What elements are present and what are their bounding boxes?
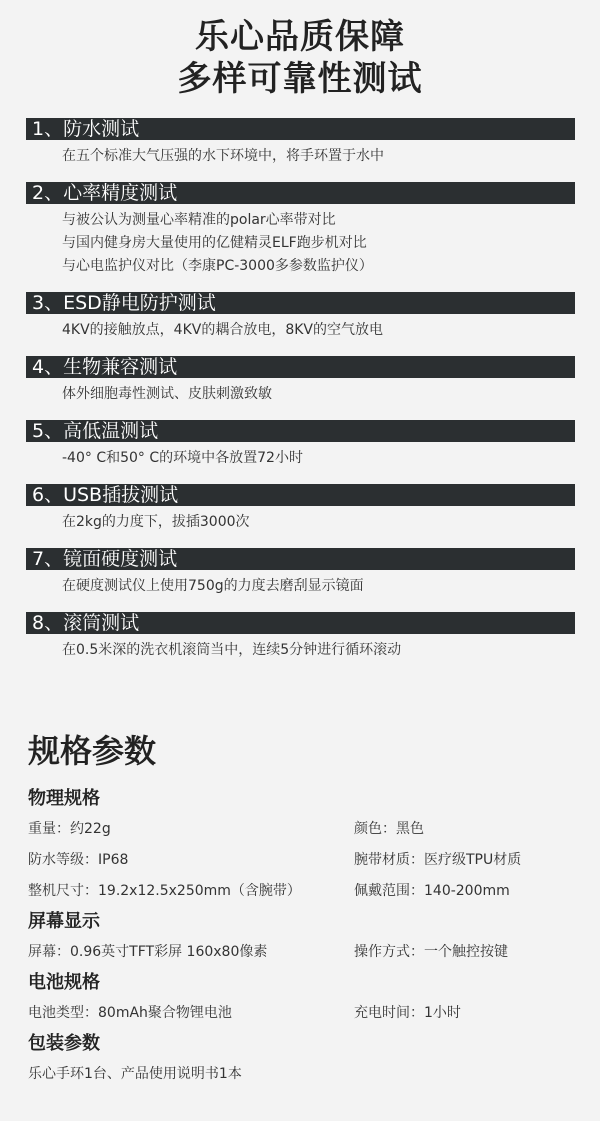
test-item-waterproof [26, 118, 575, 182]
spec-weight: 重量：约22g [28, 821, 111, 837]
test-description: 4KV的接触放点，4KV的耦合放电，8KV的空气放电 [62, 322, 383, 338]
test-item-usb [26, 484, 575, 548]
page-title [0, 16, 600, 100]
spec-battery-type: 电池类型：80mAh聚合物锂电池 [28, 1005, 232, 1021]
spec-row [28, 937, 578, 968]
spec-group-title: 包装参数 [28, 1033, 100, 1054]
test-description: 体外细胞毒性测试、皮肤刺激致敏 [62, 386, 272, 402]
spec-group-title: 物理规格 [28, 788, 100, 809]
test-title: 6、USB插拔测试 [26, 484, 575, 506]
test-item-heart-rate [26, 182, 575, 292]
spec-color: 颜色：黑色 [354, 821, 424, 837]
spec-screen: 屏幕：0.96英寸TFT彩屏 160x80像素 [28, 944, 268, 960]
test-item-biocompat [26, 356, 575, 420]
test-item-mirror [26, 548, 575, 612]
title-line-2: 多样可靠性测试 [177, 59, 423, 99]
test-description: 在2kg的力度下，拔插3000次 [62, 514, 250, 530]
test-title: 2、心率精度测试 [26, 182, 575, 204]
test-title: 5、高低温测试 [26, 420, 575, 442]
spec-strap-material: 腕带材质：医疗级TPU材质 [354, 852, 522, 868]
test-description: 与国内健身房大量使用的亿健精灵ELF跑步机对比 [62, 235, 367, 251]
spec-row [28, 1059, 578, 1090]
spec-group-title: 电池规格 [28, 972, 100, 993]
test-description: 在五个标准大气压强的水下环境中，将手环置于水中 [62, 148, 384, 164]
test-title: 8、滚筒测试 [26, 612, 575, 634]
spec-waterproof-rating: 防水等级：IP68 [28, 852, 129, 868]
spec-charge-time: 充电时间：1小时 [354, 1005, 461, 1021]
spec-row [28, 845, 578, 876]
title-line-1: 乐心品质保障 [195, 17, 405, 57]
spec-operation: 操作方式：一个触控按键 [354, 944, 508, 960]
test-description: -40° C和50° C的环境中各放置72小时 [62, 450, 303, 466]
specs-section [28, 784, 578, 1090]
test-description: 在硬度测试仪上使用750g的力度去磨刮显示镜面 [62, 578, 364, 594]
spec-row [28, 876, 578, 907]
test-title: 4、生物兼容测试 [26, 356, 575, 378]
test-title: 1、防水测试 [26, 118, 575, 140]
test-item-tumble [26, 612, 575, 676]
test-description: 与被公认为测量心率精准的polar心率带对比 [62, 212, 336, 228]
spec-package-contents: 乐心手环1台、产品使用说明书1本 [28, 1066, 242, 1082]
test-title: 7、镜面硬度测试 [26, 548, 575, 570]
spec-row [28, 998, 578, 1029]
spec-wear-range: 佩戴范围：140-200mm [354, 883, 510, 899]
test-item-esd [26, 292, 575, 356]
spec-row [28, 814, 578, 845]
test-description: 与心电监护仪对比（李康PC-3000多参数监护仪） [62, 258, 373, 274]
test-description: 在0.5米深的洗衣机滚筒当中，连续5分钟进行循环滚动 [62, 642, 402, 658]
specs-heading: 规格参数 [28, 732, 157, 770]
spec-group-title: 屏幕显示 [28, 911, 100, 932]
spec-dimensions: 整机尺寸：19.2x12.5x250mm（含腕带） [28, 883, 301, 899]
test-list [26, 118, 575, 676]
test-title: 3、ESD静电防护测试 [26, 292, 575, 314]
test-item-temperature [26, 420, 575, 484]
